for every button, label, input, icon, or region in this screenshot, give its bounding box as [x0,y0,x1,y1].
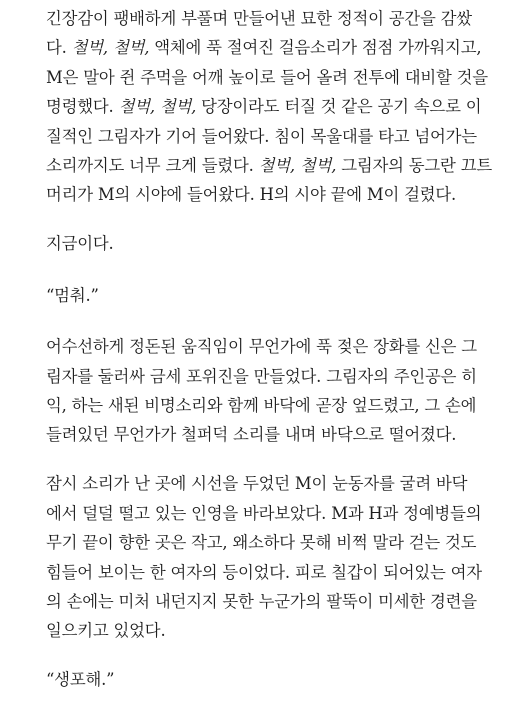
text-line [26,281,500,310]
text-line [26,332,500,361]
text-segment: 익, 하는 새된 비명소리와 함께 바닥에 곧장 엎드렸고, 그 손에 [46,395,477,415]
paragraph-4 [26,332,500,450]
text-segment: 질적인 그림자가 기어 들어왔다. 침이 목울대를 타고 넘어가는 [46,126,477,146]
text-segment: 긴장감이 팽배하게 부풀며 만들어낸 묘한 정적이 공간을 감쌌 [46,9,472,28]
text-segment: “생포해.” [46,670,115,690]
paragraph-1 [26,4,500,210]
text-segment: 지금이다. [46,234,114,254]
text-line [26,469,500,498]
text-segment: 소리까지도 너무 크게 들렸다. [46,156,259,176]
text-segment: M은 말아 쥔 주먹을 어깨 높이로 들어 올려 전투에 대비할 것을 [46,67,488,87]
text-line [26,528,500,557]
text-line [26,362,500,391]
text-segment: 림자를 둘러싸 금세 포위진을 만들었다. 그림자의 주인공은 히 [46,366,477,386]
italic-text-segment: 철벅, 철벅, [71,38,150,58]
text-line [26,665,500,694]
text-segment: 명령했다. [46,97,119,117]
text-line [26,122,500,151]
text-segment: 힘들어 보이는 한 여자의 등이었다. 피로 칠갑이 되어있는 여자 [46,562,482,582]
text-segment: 액체에 푹 절여진 걸음소리가 점점 가까워지고, [149,38,482,58]
text-segment: 그림자의 동그란 끄트 [336,156,492,176]
text-segment: 잠시 소리가 난 곳에 시선을 두었던 M이 눈동자를 굴려 바닥 [46,474,468,494]
text-line [26,92,500,121]
text-segment: 에서 덜덜 떨고 있는 인영을 바라보았다. M과 H과 정예병들의 [46,503,482,523]
text-line [26,558,500,587]
text-line [26,499,500,528]
paragraph-5 [26,469,500,645]
text-segment: 어수선하게 정돈된 움직임이 무언가에 푹 젖은 장화를 신은 그 [46,337,477,357]
text-segment: 무기 끝이 향한 곳은 작고, 왜소하다 못해 비쩍 말라 걷는 것도 [46,533,477,553]
text-segment: 머리가 M의 시야에 들어왔다. H의 시야 끝에 M이 걸렸다. [46,185,457,205]
text-line [26,63,500,92]
italic-text-segment: 철벅, 철벅, [258,156,337,176]
paragraph-6 [26,665,500,694]
text-line [26,229,500,258]
text-segment: 당장이라도 터질 것 같은 공기 속으로 이 [196,97,482,117]
text-segment: “멈춰.” [46,285,99,305]
text-segment: 의 손에는 미처 내던지지 못한 누군가의 팔뚝이 미세한 경련을 [46,591,477,611]
paragraph-2 [26,229,500,258]
text-segment: 들려있던 무언가가 철퍼덕 소리를 내며 바닥으로 떨어졌다. [46,425,457,445]
text-line [26,420,500,449]
text-segment: 다. [46,38,72,58]
italic-text-segment: 철벅, 철벅, [118,97,197,117]
text-line [26,33,500,62]
text-line [26,180,500,209]
paragraph-3 [26,281,500,310]
text-line [26,151,500,180]
text-line [26,616,500,645]
text-line [26,391,500,420]
text-line [26,587,500,616]
text-segment: 일으키고 있었다. [46,621,166,641]
text-line [26,4,500,33]
